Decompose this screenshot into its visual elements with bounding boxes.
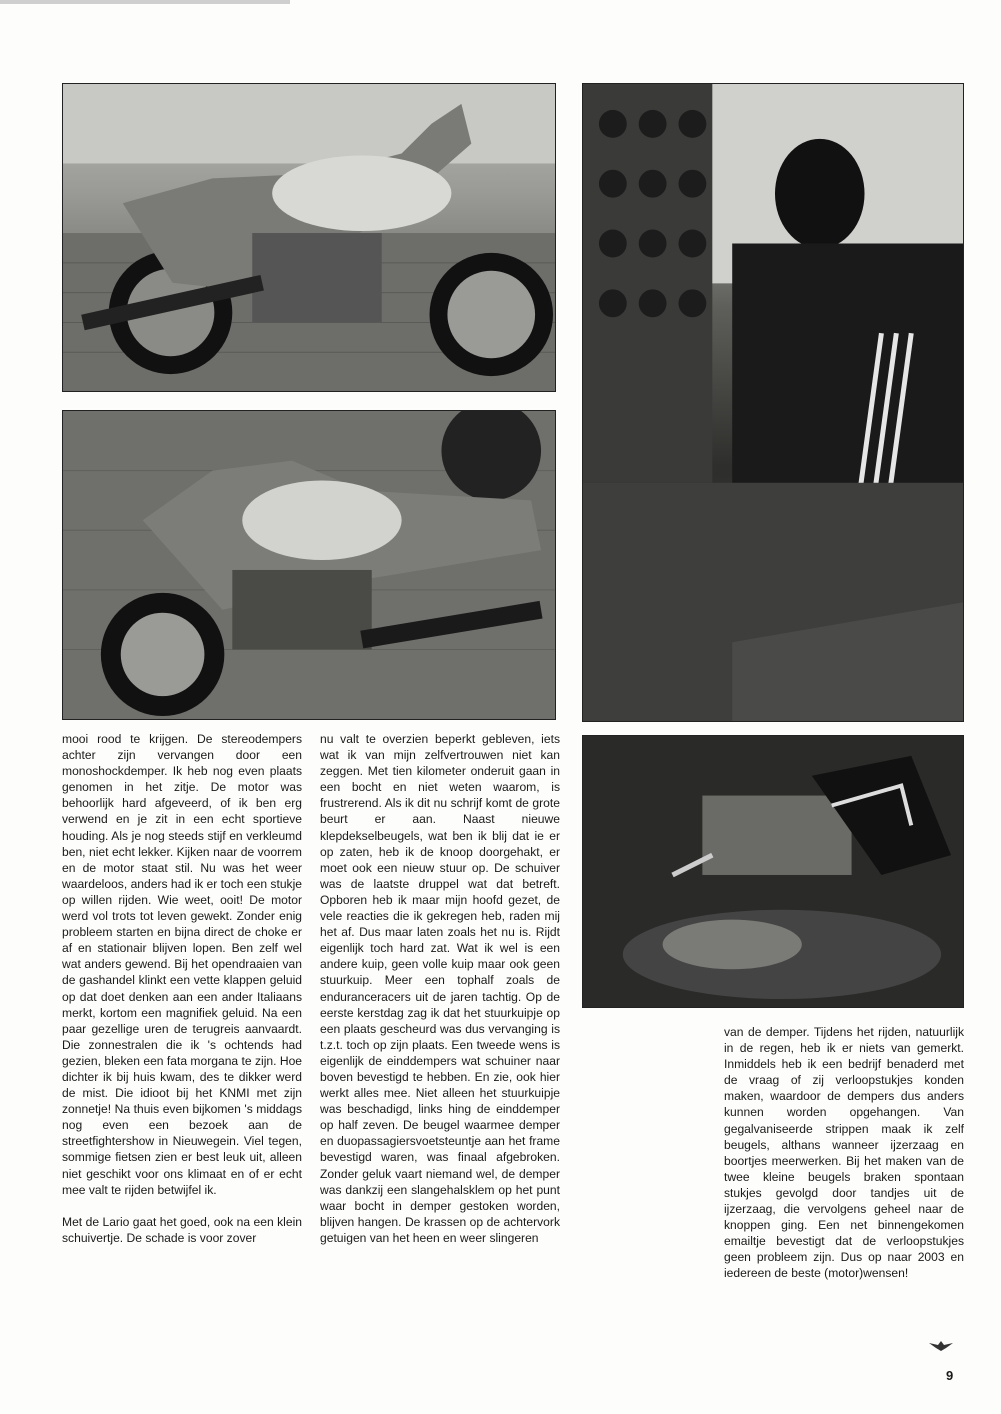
page-number: 9 [946,1368,954,1383]
paragraph: van de demper. Tijdens het rijden, natuurlijk in de regen, heb ik er niets van gemerkt. Inmiddels heb ik een bedrijf benaderd met de vraag of zij verloopstukjes konden maken, waardoor de dempers dus anders kunnen worden opgehangen. Van gegalvaniseerde strippen maak ik zelf beugels, althans wanneer ijzerzaag en boortjes meerwerken. Bij het maken van de twee kleine beugels braken spontaan stukjes gevolgd door tandjes uit de ijzerzaag, die vervolgens geheel naar de knoppen ging. Een net binnengekomen emailtje bevestigt dat de verloopstukjes geen probleem zijn. Dus op naar 2003 en iedereen de beste (motor)wensen! [724,1025,964,1281]
paragraph: Met de Lario gaat het goed, ook na een klein schuivertje. De schade is voor zover [62,1214,302,1245]
photo-motorcycle-front [62,410,556,720]
photo-shop-interior [582,83,964,722]
photo-motorcycle-side [62,83,556,392]
paragraph: nu valt te overzien beperkt gebleven, iets wat ik van mijn zelfvertrouwen niet kan zeggen. Met tien kilometer onderuit gaan in een bocht en niet weten waarom, is frustrerend. Als ik dit nu schrijf komt de grote beurt er aan. Naast nieuwe klepdekselbeugels, wat ben ik blij dat ie er op zaten, heb ik de knoop doorgehakt, er moet ook een nieuw stuur op. De schuiver was de laatste druppel wat dat betreft. Opboren heb ik maar mijn hoofd gezet, de vele reacties die ik gekregen heb, raden mij het af. Dus maar laten zoals het nu is. Rijdt eigenlijk toch hard zat. Wat ik wel is een andere kuip, geen volle kuip maar ook geen stuurkuip. Meer een tophalf zoals de enduranceracers uit de jaren tachtig. Op de eerste kerstdag zag ik dat het stuurkuipje op een plaats gescheurd was dus vervanging is t.z.t. toch op zijn plaats. Een tweede wens is eigenlijk de einddempers wat schuiner naar boven bevestigd te hebben. En zie, ook hier werkt alles mee. Niet alleen het stuurkuipje was beschadigd, links hing de einddemper op half zeven. De beugel waarmee demper en duopassagiersvoetsteuntje aan het frame bevestigd waren, was finaal afgebroken. Zonder geluk vaart niemand wel, de demper was dankzij een slangehalsklem op het punt waar bocht in demper gestoken worden, blijven hangen. De krassen op de achtervork getuigen van het heen en weer slingeren [320,732,560,1245]
paragraph: mooi rood te krijgen. De stereodempers achter zijn vervangen door een monoshockdemper. Ik heb nog even plaats genomen in het zitje. De motor was behoorlijk hard afgeveerd, of ik ben erg verwend en je zit in een echt sportieve houding. Als je nog steeds stijf en verkleumd ben, niet echt lekker. Kijken naar de voorrem en de motor staat stil. Nu was het weer waardeloos, anders had ik er toch een stukje op willen rijden. Wie weet, ooit! De motor werd vol trots tot leven gewekt. Zonder enig probleem starten en bijna direct de choke er af en stationair blijven lopen. Ben zelf wel wat anders gewend. Bij het opendraaien van de gashandel klinkt een vette klappen geluid op dat doet denken aan een ander Italiaans merkt, kortom een magnifiek geluid. Na een paar gezellige uren de terugreis aanvaardt. Die zonnestralen die ik 's ochtends had gezien, bleken een fata morgana te zijn. Hoe dichter ik bij huis kwam, des te dikker werd de mist. Die idioot bij het KNMI met zijn zonnetje! Na thuis even bijkomen 's middags nog even een bezoek aan de streetfightershow in Nieuwegein. Viel tegen, sommige fietsen zien er best leuk uit, alleen niet geschikt voor ons klimaat en of er echt mee valt te rijden betwijfel ik. [62,732,303,1197]
corner-rule [0,0,290,4]
text-column-3 [724,1024,964,1282]
text-column-1 [62,731,302,1246]
photo-showroom-bikes [582,735,964,1008]
moto-guzzi-eagle-icon [928,1339,954,1353]
text-column-2 [320,731,560,1246]
